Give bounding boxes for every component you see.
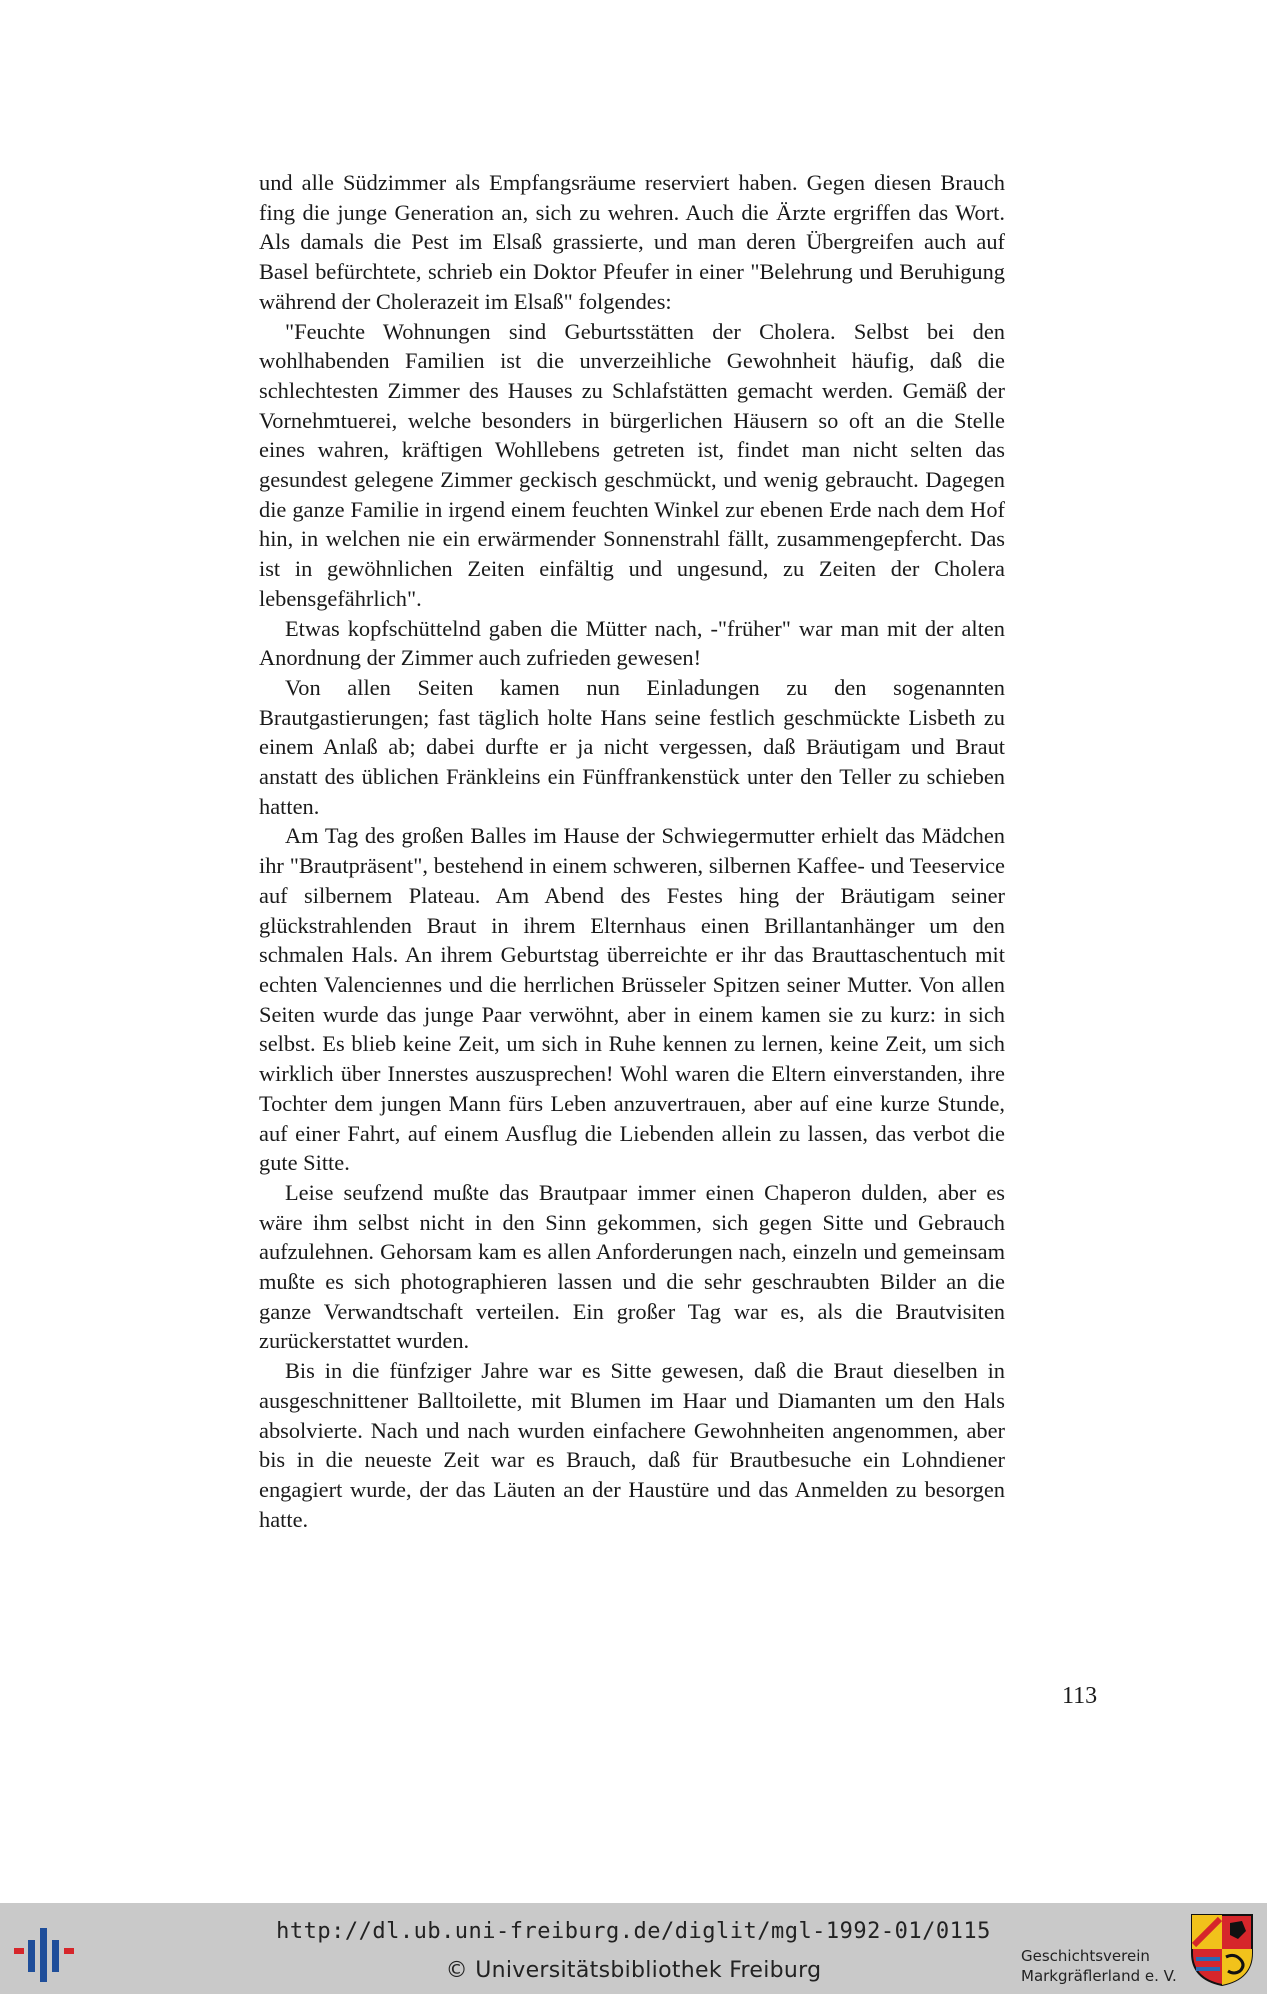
paragraph: Leise seufzend mußte das Brautpaar immer einen Chaperon dulden, aber es wäre ihm selbst nicht in den Sinn gekommen, sich gegen Sitte und Gebrauch aufzulehnen. Gehorsam kam es allen Anforderungen nach, einzeln und gemeinsam mußte es sich photographieren lassen und die sehr geschraubten Bilder an die ganze Verwandtschaft verteilen. Ein großer Tag war es, als die Brautvisiten zurückerstattet wurden. bbox=[259, 1179, 1005, 1354]
footer-org-line1: Geschichtsverein bbox=[1021, 1947, 1150, 1965]
footer-org-line2: Markgräflerland e. V. bbox=[1021, 1967, 1177, 1985]
paragraph: Von allen Seiten kamen nun Einladungen zu den sogenannten Brautgastierungen; fast täglich holte Hans seine festlich geschmückte Lisbeth zu einem Anlaß ab; dabei durfte er ja nicht vergessen, daß Bräutigam und Braut anstatt des üblichen Fränkleins ein Fünffrankenstück unter den Teller zu schieben hatten. bbox=[259, 674, 1005, 819]
body-text bbox=[259, 168, 1005, 1534]
paragraph: und alle Südzimmer als Empfangsräume reserviert haben. Gegen diesen Brauch fing die junge Generation an, sich zu wehren. Auch die Ärzte ergriffen das Wort. Als damals die Pest im Elsaß grassierte, und man deren Übergreifen auch auf Basel befürchtete, schrieb ein Doktor Pfeufer in einer "Belehrung und Beruhigung während der Cholerazeit im Elsaß" folgendes: bbox=[259, 170, 1005, 314]
paragraph: Bis in die fünfziger Jahre war es Sitte gewesen, daß die Braut dieselben in ausgeschnittener Balltoilette, mit Blumen im Haar und Diamanten um den Hals absolvierte. Nach und nach wurden einfachere Gewohnheiten angenommen, aber bis in die neueste Zeit war es Brauch, daß für Brautbesuche ein Lohndiener engagiert wurde, der das Läuten an der Haustüre und das Anmelden zu besorgen hatte. bbox=[259, 1358, 1005, 1532]
footer-copyright: © Universitätsbibliothek Freiburg bbox=[445, 1958, 822, 1983]
paragraph: "Feuchte Wohnungen sind Geburtsstätten der Cholera. Selbst bei den wohlhabenden Familien ist die unverzeihliche Gewohnheit häufig, daß die schlechtesten Zimmer des Hauses zu Schlafstätten gemacht werden. Gemäß der Vornehmtuerei, welche besonders in bürgerlichen Häusern so oft an die Stelle eines wahren, kräftigen Wohllebens getreten ist, findet man nicht selten das gesundest gelegene Zimmer geckisch geschmückt, und wenig gebraucht. Dagegen die ganze Familie in irgend einem feuchten Winkel zur ebenen Erde nach dem Hof hin, in welchen nie ein erwärmender Sonnenstrahl fällt, zusammengepfercht. Das ist in gewöhnlichen Zeiten einfältig und ungesund, zu Zeiten der Cholera lebensgefährlich". bbox=[259, 318, 1005, 611]
coat-of-arms-icon[interactable] bbox=[1190, 1913, 1254, 1987]
footer-org-name bbox=[1021, 1946, 1177, 1986]
footer-url-link[interactable]: http://dl.ub.uni-freiburg.de/diglit/mgl-1992-01/0115 bbox=[276, 1919, 991, 1944]
paragraph: Etwas kopfschüttelnd gaben die Mütter nach, -"früher" war man mit der alten Anordnung der Zimmer auch zufrieden gewesen! bbox=[259, 615, 1005, 671]
footer-bar bbox=[0, 1903, 1267, 1994]
footer-url[interactable] bbox=[0, 1919, 1267, 1944]
paragraph: Am Tag des großen Balles im Hause der Schwiegermutter erhielt das Mädchen ihr "Brautpräsent", bestehend in einem schweren, silbernen Kaffee- und Teeservice auf silbernem Plateau. Am Abend des Festes hing der Bräutigam seiner glückstrahlenden Braut in ihrem Elternhaus einen Brillantanhänger um den schmalen Hals. An ihrem Geburtstag überreichte er ihr das Brauttaschentuch mit echten Valenciennes und die herrlichen Brüsseler Spitzen seiner Mutter. Von allen Seiten wurde das junge Paar verwöhnt, aber in einem kamen sie zu kurz: in sich selbst. Es blieb keine Zeit, um sich in Ruhe kennen zu lernen, keine Zeit, um sich wirklich über Innerstes auszusprechen! Wohl waren die Eltern einverstanden, ihre Tochter dem jungen Mann fürs Leben anzuvertrauen, aber auf eine kurze Stunde, auf einer Fahrt, auf einem Ausflug die Liebenden allein zu lassen, das verbot die gute Sitte. bbox=[259, 823, 1005, 1176]
page-number: 113 bbox=[1062, 1683, 1098, 1709]
